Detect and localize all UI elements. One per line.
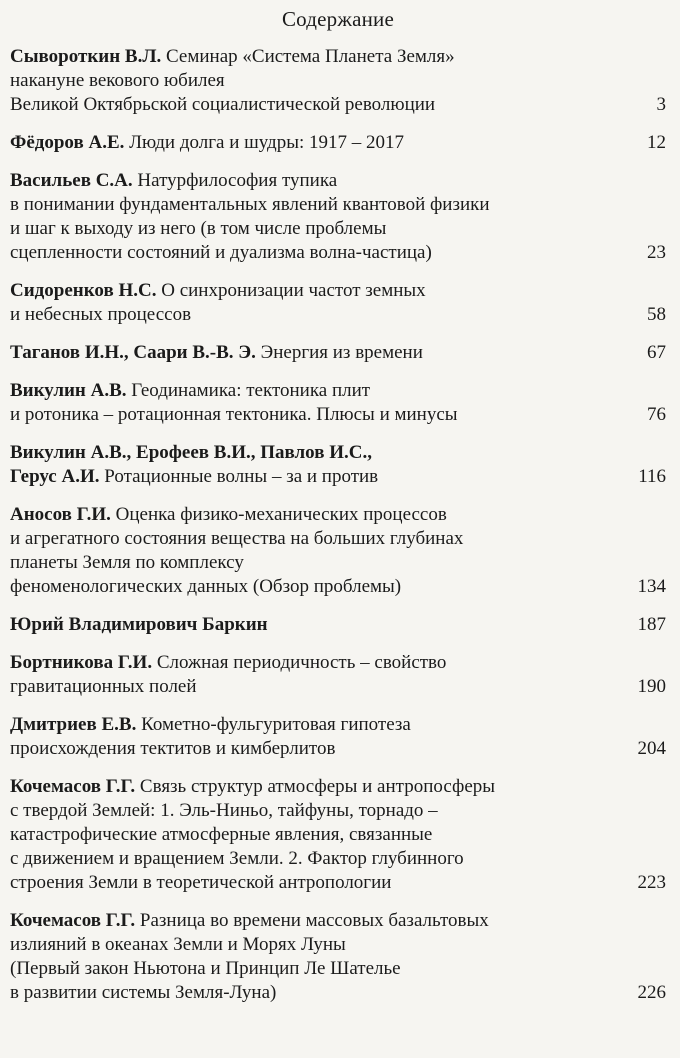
- toc-entry[interactable]: [10, 503, 666, 599]
- entry-page-number: 58: [647, 304, 666, 325]
- entry-author: Аносов Г.И.: [10, 504, 111, 525]
- entry-author: Сидоренков Н.С.: [10, 280, 157, 301]
- entry-page-number: 223: [637, 872, 666, 893]
- entry-author: Дмитриев Е.В.: [10, 714, 137, 735]
- entry-title: Ротационные волны – за и против: [104, 466, 379, 487]
- entry-page-number: 204: [637, 738, 666, 759]
- entry-title: Натурфилософия тупика в понимании фундаментальных явлений квантовой физики и шаг к выходу из него (в том числе проблемы сцепленности состояний и дуализма волна-частица): [10, 170, 490, 263]
- entry-title: Разница во времени массовых базальтовых излияний в океанах Земли и Морях Луны (Первый закон Ньютона и Принцип Ле Шателье в развитии системы Земля-Луна): [10, 910, 489, 1003]
- toc-entry[interactable]: [10, 341, 666, 365]
- toc-entry[interactable]: [10, 441, 666, 489]
- entry-page-number: 3: [656, 94, 666, 115]
- entry-author: Кочемасов Г.Г.: [10, 776, 136, 797]
- entry-title: Геодинамика: тектоника плит и ротоника – ротационная тектоника. Плюсы и минусы: [10, 380, 458, 425]
- toc-entry[interactable]: [10, 909, 666, 1005]
- entry-author: Кочемасов Г.Г.: [10, 910, 136, 931]
- entry-author: Таганов И.Н., Саари В.-В. Э.: [10, 342, 256, 363]
- entry-page-number: 226: [637, 982, 666, 1003]
- entry-page-number: 67: [647, 342, 666, 363]
- entry-author: Васильев С.А.: [10, 170, 133, 191]
- entry-title: Люди долга и шудры: 1917 – 2017: [129, 132, 405, 153]
- entry-title: Сложная периодичность – свойство гравитационных полей: [10, 652, 447, 697]
- toc-entry[interactable]: [10, 713, 666, 761]
- toc-entry[interactable]: [10, 613, 666, 637]
- entry-author: Викулин А.В.: [10, 380, 127, 401]
- entry-title: О синхронизации частот земных и небесных процессов: [10, 280, 426, 325]
- entry-author: Фёдоров А.Е.: [10, 132, 125, 153]
- entry-page-number: 23: [647, 242, 666, 263]
- entry-page-number: 116: [638, 466, 666, 487]
- entry-author: Бортникова Г.И.: [10, 652, 153, 673]
- toc-entry[interactable]: [10, 45, 666, 117]
- entry-title: Оценка физико-механических процессов и агрегатного состояния вещества на больших глубинах планеты Земля по комплексу феноменологических данных (Обзор проблемы): [10, 504, 464, 597]
- entry-author: Сывороткин В.Л.: [10, 46, 162, 67]
- entry-page-number: 76: [647, 404, 666, 425]
- entry-page-number: 187: [637, 614, 666, 635]
- entry-author: Викулин А.В., Ерофеев В.И., Павлов И.С., Герус А.И.: [10, 442, 372, 487]
- toc-entry[interactable]: [10, 279, 666, 327]
- toc-entry[interactable]: [10, 651, 666, 699]
- entry-title: Энергия из времени: [260, 342, 423, 363]
- entry-page-number: 134: [637, 576, 666, 597]
- entry-title: Связь структур атмосферы и антропосферы с твердой Землей: 1. Эль-Ниньо, тайфуны, торнадо – катастрофические атмосферные явления, связанные с движением и вращением Земли. 2. Фактор глубинного строения Земли в теоретической антропологии: [10, 776, 496, 893]
- toc-entry[interactable]: [10, 169, 666, 265]
- toc-entry[interactable]: [10, 775, 666, 895]
- toc-entry[interactable]: [10, 379, 666, 427]
- entry-page-number: 190: [637, 676, 666, 697]
- toc-entry[interactable]: [10, 131, 666, 155]
- entry-title: Кометно-фульгуритовая гипотеза происхождения тектитов и кимберлитов: [10, 714, 411, 759]
- table-of-contents: [10, 45, 666, 1005]
- entry-title: Семинар «Система Планета Земля» накануне векового юбилея Великой Октябрьской социалистической революции: [10, 46, 455, 115]
- page-title: Содержание: [281, 7, 395, 31]
- entry-page-number: 12: [647, 132, 666, 153]
- entry-author: Юрий Владимирович Баркин: [10, 614, 268, 635]
